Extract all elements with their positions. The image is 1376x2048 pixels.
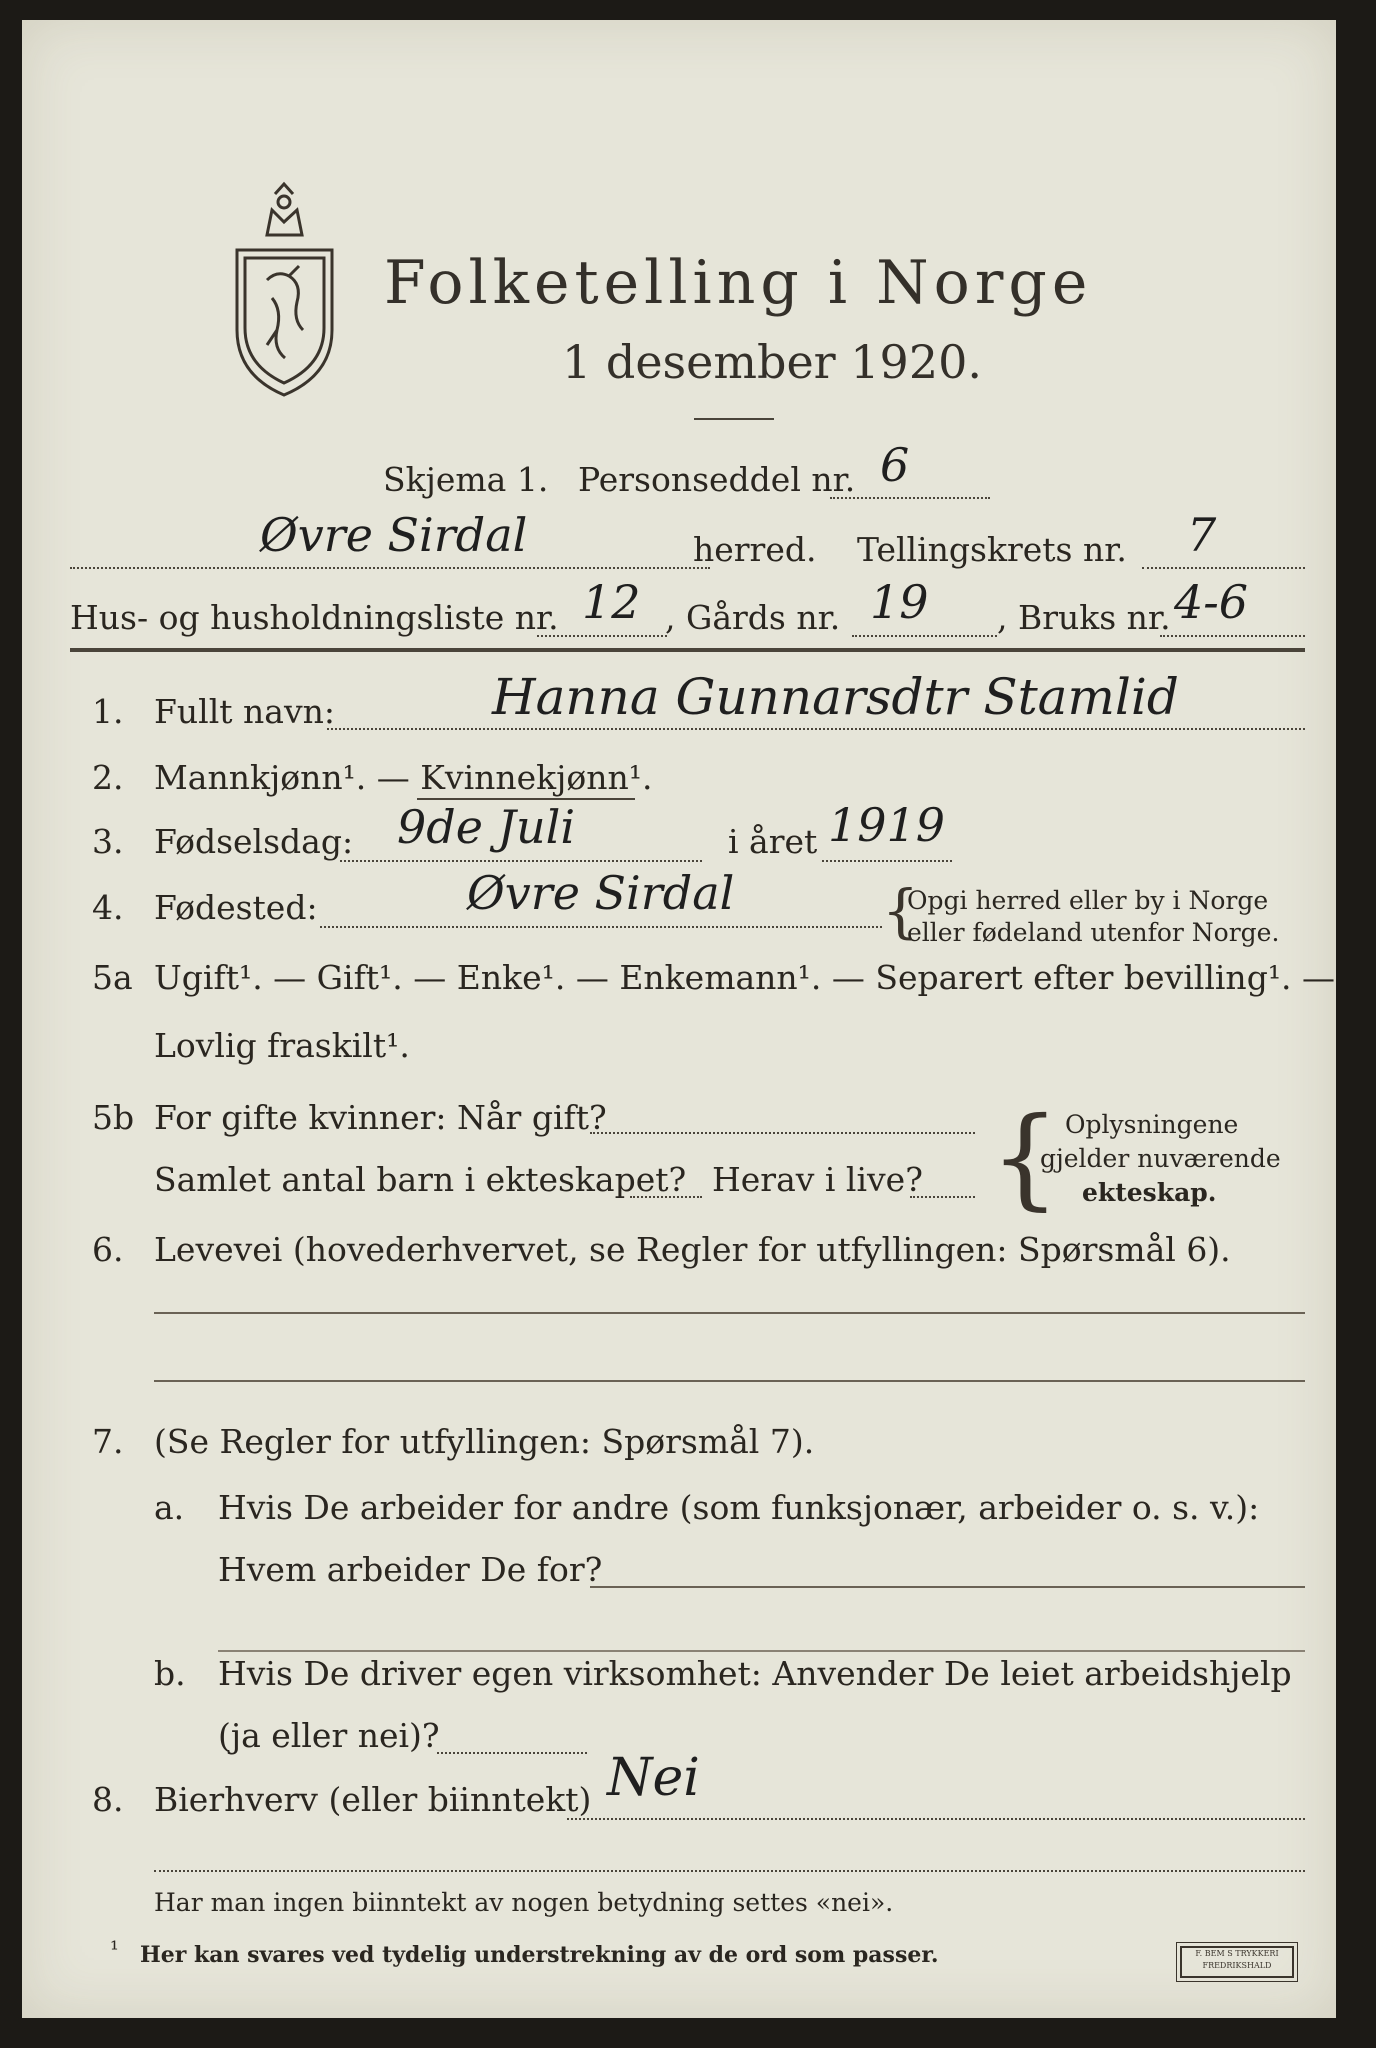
q4-label: Fødested: bbox=[154, 888, 318, 927]
q7b-line2: (ja eller nei)? bbox=[218, 1716, 440, 1755]
gards-label: , Gårds nr. bbox=[665, 598, 841, 637]
herred-label: herred. bbox=[693, 530, 817, 569]
q3-number: 3. bbox=[92, 822, 124, 861]
q2-number: 2. bbox=[92, 758, 124, 797]
bruks-label: , Bruks nr. bbox=[997, 598, 1171, 637]
footnote-mark: ¹ bbox=[110, 1938, 119, 1963]
q5a-line1: Ugift¹. — Gift¹. — Enke¹. — Enkemann¹. — Separert efter bevilling¹. — bbox=[154, 958, 1336, 997]
q3-year-label: i året bbox=[728, 822, 818, 861]
q7a-letter: a. bbox=[154, 1488, 185, 1527]
skjema-label: Skjema 1. bbox=[383, 460, 549, 499]
tellingskrets-value[interactable]: 7 bbox=[1187, 508, 1217, 562]
gards-value[interactable]: 19 bbox=[870, 575, 929, 629]
census-form-sheet bbox=[22, 20, 1336, 2018]
q6-answer-line2 bbox=[154, 1380, 1305, 1382]
printer-line2: FREDRIKSHALD bbox=[1202, 1961, 1272, 1970]
q5b-line2a: Samlet antal barn i ekteskapet? bbox=[154, 1160, 687, 1199]
q5b-number: 5b bbox=[92, 1098, 135, 1137]
personseddel-field-line bbox=[830, 497, 990, 499]
hus-label: Hus- og husholdningsliste nr. bbox=[70, 598, 559, 637]
coat-of-arms-icon bbox=[227, 180, 342, 402]
hus-value[interactable]: 12 bbox=[582, 575, 641, 629]
q7a-answer-line1 bbox=[590, 1586, 1305, 1588]
herred-field-line bbox=[70, 567, 710, 569]
q3-year-field-line bbox=[822, 860, 952, 862]
q4-brace: { bbox=[882, 877, 919, 945]
q5b-note-line2: gjelder nuværende bbox=[1040, 1144, 1281, 1173]
full-name-value[interactable]: Hanna Gunnarsdtr Stamlid bbox=[492, 668, 1179, 726]
q7-label: (Se Regler for utfyllingen: Spørsmål 7). bbox=[154, 1422, 815, 1461]
q5b-brace: { bbox=[990, 1093, 1060, 1221]
q1-number: 1. bbox=[92, 692, 124, 731]
form-title: Folketelling i Norge bbox=[384, 248, 1093, 318]
printer-stamp bbox=[1180, 1946, 1294, 1978]
q8-field-line bbox=[567, 1818, 1305, 1820]
birthday-value[interactable]: 9de Juli bbox=[397, 800, 576, 854]
q4-note-line2: eller fødeland utenfor Norge. bbox=[907, 918, 1280, 947]
q5b-alive-field-line bbox=[910, 1196, 975, 1198]
nei-note: Har man ingen biinntekt av nogen betydning settes «nei». bbox=[154, 1888, 894, 1917]
herred-value[interactable]: Øvre Sirdal bbox=[260, 508, 528, 562]
q7b-letter: b. bbox=[154, 1654, 186, 1693]
personseddel-value[interactable]: 6 bbox=[880, 438, 910, 492]
q5b-note-line1: Oplysningene bbox=[1065, 1110, 1239, 1139]
printer-line1: F. BEM S TRYKKERI bbox=[1195, 1949, 1279, 1958]
q3-label: Fødselsdag: bbox=[154, 822, 354, 861]
q5b-line1: For gifte kvinner: Når gift? bbox=[154, 1098, 607, 1137]
footnote-text: Her kan svares ved tydelig understrekning av de ord som passer. bbox=[140, 1942, 939, 1968]
q7a-line1: Hvis De arbeider for andre (som funksjonær, arbeider o. s. v.): bbox=[218, 1488, 1260, 1527]
side-income-value[interactable]: Nei bbox=[607, 1748, 700, 1808]
q1-label: Fullt navn: bbox=[154, 692, 335, 731]
birthplace-value[interactable]: Øvre Sirdal bbox=[467, 866, 735, 920]
q7a-line2: Hvem arbeider De for? bbox=[218, 1550, 603, 1589]
q6-answer-line1 bbox=[154, 1312, 1305, 1314]
q7a-answer-line2 bbox=[218, 1650, 1305, 1652]
q5a-line2: Lovlig fraskilt¹. bbox=[154, 1026, 410, 1065]
bruks-field-line bbox=[1160, 635, 1305, 637]
q7-number: 7. bbox=[92, 1422, 124, 1461]
personseddel-label: Personseddel nr. bbox=[578, 460, 856, 499]
title-divider bbox=[694, 418, 774, 420]
q8-label: Bierhverv (eller biinntekt) bbox=[154, 1780, 592, 1819]
q1-field-line bbox=[327, 728, 1305, 730]
hus-field-line bbox=[537, 635, 667, 637]
q4-number: 4. bbox=[92, 888, 124, 927]
q4-field-line bbox=[320, 926, 882, 928]
q6-label: Levevei (hovederhvervet, se Regler for utfyllingen: Spørsmål 6). bbox=[154, 1230, 1231, 1269]
q7b-field-line bbox=[437, 1752, 587, 1754]
q6-number: 6. bbox=[92, 1230, 124, 1269]
tellingskrets-field-line bbox=[1142, 567, 1305, 569]
q8-number: 8. bbox=[92, 1780, 124, 1819]
q5b-married-field-line bbox=[590, 1132, 975, 1134]
header-rule bbox=[70, 648, 1305, 652]
q5b-children-field-line bbox=[630, 1196, 702, 1198]
bruks-value[interactable]: 4-6 bbox=[1174, 575, 1249, 629]
tellingskrets-label: Tellingskrets nr. bbox=[857, 530, 1127, 569]
gards-field-line bbox=[852, 635, 997, 637]
q3-field-line bbox=[340, 860, 702, 862]
birth-year-value[interactable]: 1919 bbox=[828, 798, 946, 852]
q8-answer-line2 bbox=[154, 1870, 1305, 1872]
q5b-line2b: Herav i live? bbox=[712, 1160, 923, 1199]
q4-note-line1: Opgi herred eller by i Norge bbox=[907, 886, 1269, 915]
census-date: 1 desember 1920. bbox=[562, 335, 982, 389]
q2-label: Mannkjønn¹. — Kvinnekjønn¹. bbox=[154, 758, 653, 797]
q5a-number: 5a bbox=[92, 958, 133, 997]
q7b-line1: Hvis De driver egen virksomhet: Anvender De leiet arbeidshjelp bbox=[218, 1654, 1292, 1693]
q5b-note-line3: ekteskap. bbox=[1082, 1178, 1217, 1207]
